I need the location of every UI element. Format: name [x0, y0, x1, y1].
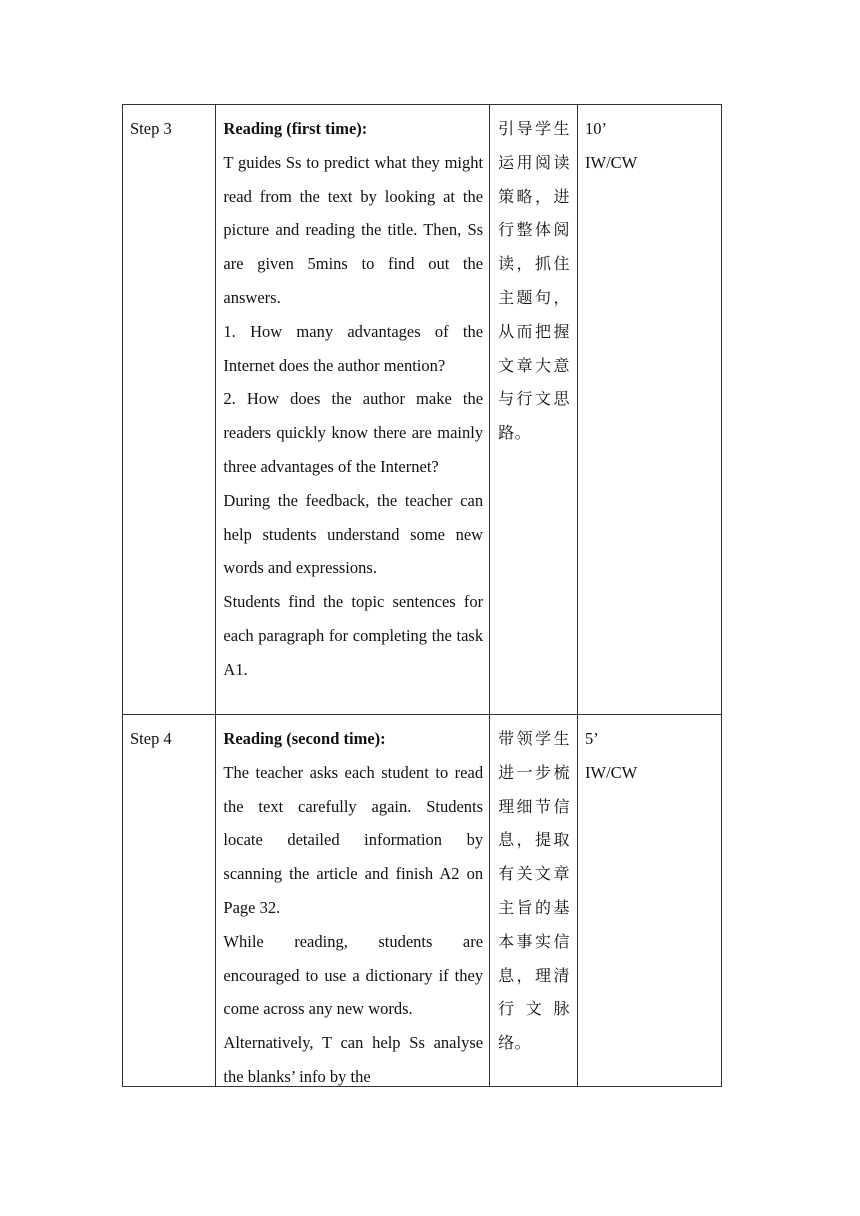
procedure-question: 1. How many advantages of the Internet does the author mention? — [223, 321, 484, 375]
purpose-text: 带领学生进一步梳理细节信息，提取有关文章主旨的基本事实信息，理清行文脉络。 — [498, 729, 570, 1053]
activity-heading: Reading (first time): — [223, 119, 368, 138]
interaction-mode: IW/CW — [585, 762, 638, 782]
step-cell — [123, 105, 216, 715]
procedure-paragraph: Alternatively, T can help Ss analyse the blanks’ info by the — [223, 1033, 484, 1086]
step-cell — [123, 715, 216, 1087]
procedure-paragraph: During the feedback, the teacher can help students understand some new words and expressions. — [223, 490, 484, 578]
procedure-paragraph: While reading, students are encouraged to use a dictionary if they come across any new words. — [223, 931, 484, 1019]
time-cell — [578, 715, 722, 1087]
activity-heading: Reading (second time): — [223, 729, 386, 748]
interaction-mode: IW/CW — [585, 152, 638, 172]
table-row — [123, 105, 722, 715]
step-label: Step 3 — [130, 119, 172, 138]
purpose-text: 引导学生运用阅读策略，进行整体阅读，抓住主题句，从而把握文章大意与行文思路。 — [498, 119, 570, 443]
time-value: 5’ — [585, 729, 599, 748]
procedure-cell — [216, 105, 490, 715]
time-value: 10’ — [585, 119, 607, 138]
step-label: Step 4 — [130, 729, 172, 748]
lesson-plan-table — [122, 104, 722, 1087]
table-row — [123, 715, 722, 1087]
purpose-cell — [490, 105, 578, 715]
procedure-paragraph: T guides Ss to predict what they might read from the text by looking at the picture and reading the title. Then, Ss are given 5mins to find out the answers. — [223, 152, 484, 307]
procedure-paragraph: Students find the topic sentences for each paragraph for completing the task A1. — [223, 592, 484, 679]
procedure-paragraph: The teacher asks each student to read the text carefully again. Students locate detailed information by scanning the article and finish A2 on Page 32. — [223, 762, 484, 917]
procedure-question: 2. How does the author make the readers quickly know there are mainly three advantages of the Internet? — [223, 389, 484, 476]
purpose-cell — [490, 715, 578, 1087]
time-cell — [578, 105, 722, 715]
procedure-cell — [216, 715, 490, 1087]
